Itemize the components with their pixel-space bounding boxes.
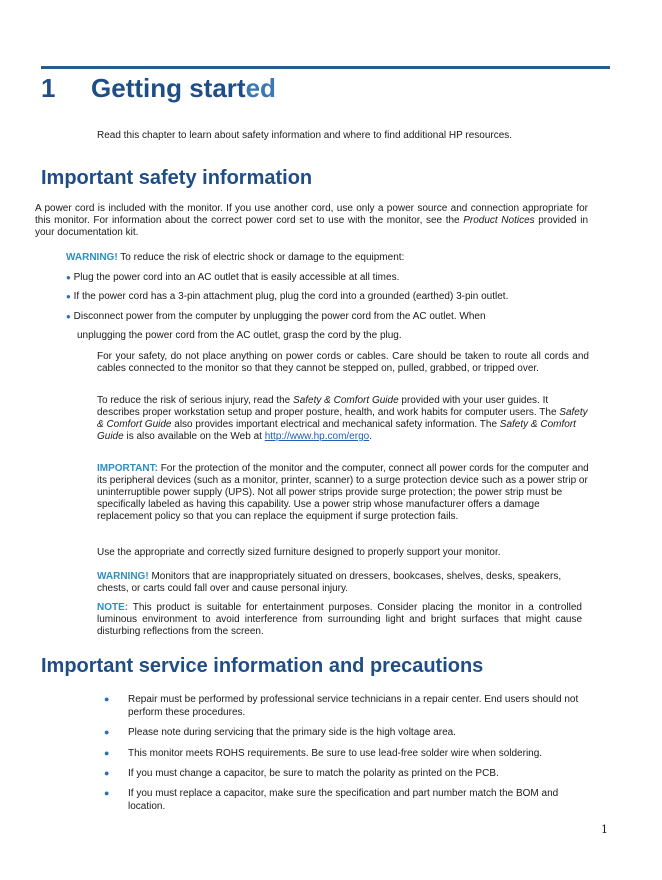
list-item	[66, 291, 508, 302]
chapter-title-part: ed	[245, 73, 276, 103]
page-number: 1	[601, 823, 608, 836]
important-label: IMPORTANT:	[97, 463, 158, 474]
warning-tip-over	[97, 571, 571, 595]
note-paragraph	[97, 602, 582, 638]
power-cord-paragraph	[35, 203, 588, 239]
furniture-paragraph: Use the appropriate and correctly sized furniture designed to properly support your monitor.	[97, 547, 501, 558]
text-run: provided with your user guides. It describes proper workstation setup and proper posture, health, and work habits for computer users. The	[97, 395, 560, 418]
chapter-title-part: Ge	[91, 73, 126, 103]
service-item: Repair must be performed by professional service technicians in a repair center. End users should not perform these procedures.	[128, 694, 579, 718]
product-notices-title: Product Notices	[463, 215, 535, 226]
chapter-title-part: tting start	[125, 73, 246, 103]
ergo-link[interactable]: http://www.hp.com/ergo	[264, 431, 370, 442]
text-run: .	[369, 431, 372, 442]
text-run: also provides important electrical and mechanical safety information. The	[171, 419, 500, 430]
safety-heading: Important safety information	[41, 167, 313, 189]
warning-electric-shock	[66, 252, 404, 263]
bullet-icon: ●	[66, 273, 71, 282]
intro-text: Read this chapter to learn about safety information and where to find additional HP resources.	[97, 130, 513, 141]
text-run: provided in your documentation kit.	[35, 215, 589, 238]
list-item-text: Plug the power cord into an AC outlet that is easily accessible at all times.	[73, 272, 400, 283]
cables-paragraph: For your safety, do not place anything on power cords or cables. Care should be taken to route all cords and cables connected to the monitor so that they cannot be stepped on, pulled, grabbed, or tripped over.	[97, 351, 589, 374]
note-text: This product is suitable for entertainment purposes. Consider placing the monitor in a controlled luminous environment to avoid interference from surrounding light and bright surfaces that might cause disturbing reflections from the screen.	[97, 602, 582, 637]
service-item: This monitor meets ROHS requirements. Be sure to use lead-free solder wire when soldering.	[128, 748, 543, 759]
text-run: A power cord is included with the monitor. If you use another cord, use only a power source and connection appropriate for this monitor. For information about the correct power cord set to use with the monitor, see the	[35, 203, 588, 226]
injury-paragraph	[97, 395, 591, 443]
bullet-icon: ●	[104, 788, 110, 798]
guide-title: Safety & Comfort Guide	[293, 395, 399, 406]
text-run: To reduce the risk of serious injury, read the	[97, 395, 294, 406]
service-item: Please note during servicing that the primary side is the high voltage area.	[128, 727, 456, 738]
header-rule	[41, 66, 610, 69]
list-item-text: Disconnect power from the computer by unplugging the power cord from the AC outlet. When	[73, 311, 486, 322]
chapter-title	[41, 73, 276, 104]
warning-label: WARNING!	[66, 252, 118, 263]
bullet-icon: ●	[104, 748, 110, 758]
bullet-icon: ●	[66, 312, 71, 321]
bullet-icon: ●	[104, 694, 110, 704]
important-note	[97, 463, 591, 523]
list-item	[66, 311, 486, 322]
service-heading: Important service information and precautions	[41, 655, 484, 677]
list-item	[66, 272, 399, 283]
bullet-icon: ●	[66, 292, 71, 301]
service-item: If you must replace a capacitor, make sure the specification and part number match the BOM and location.	[128, 788, 559, 812]
text-run: is also available on the Web at	[123, 431, 265, 442]
warning-text: Monitors that are inappropriately situated on dressers, bookcases, shelves, desks, speakers, chests, or carts could fall over and cause personal injury.	[97, 571, 562, 594]
warning-label: WARNING!	[97, 571, 149, 582]
guide-title: Safety & Comfort Guide	[97, 407, 588, 430]
list-item-continuation: unplugging the power cord from the AC outlet, grasp the cord by the plug.	[77, 330, 402, 341]
important-text: For the protection of the monitor and the computer, connect all power cords for the computer and its peripheral devices (such as a monitor, printer, scanner) to a surge protection device such as a power strip or uninterruptible power supply (UPS). Not all power strips provide surge protection; the power strip must be specifically labeled as having this capability. Use a power strip whose manufacturer offers a damage replacement policy so that you can replace the equipment if surge protection fails.	[97, 463, 589, 522]
service-item: If you must change a capacitor, be sure to match the polarity as printed on the PCB.	[128, 768, 499, 779]
list-item-text: If the power cord has a 3-pin attachment plug, plug the cord into a grounded (earthed) 3-pin outlet.	[73, 291, 509, 302]
bullet-icon: ●	[104, 727, 110, 737]
bullet-icon: ●	[104, 768, 110, 778]
note-label: NOTE:	[97, 602, 129, 613]
guide-title: Safety & Comfort Guide	[97, 419, 576, 442]
chapter-number: 1	[41, 73, 56, 103]
warning-text: To reduce the risk of electric shock or damage to the equipment:	[117, 252, 405, 263]
